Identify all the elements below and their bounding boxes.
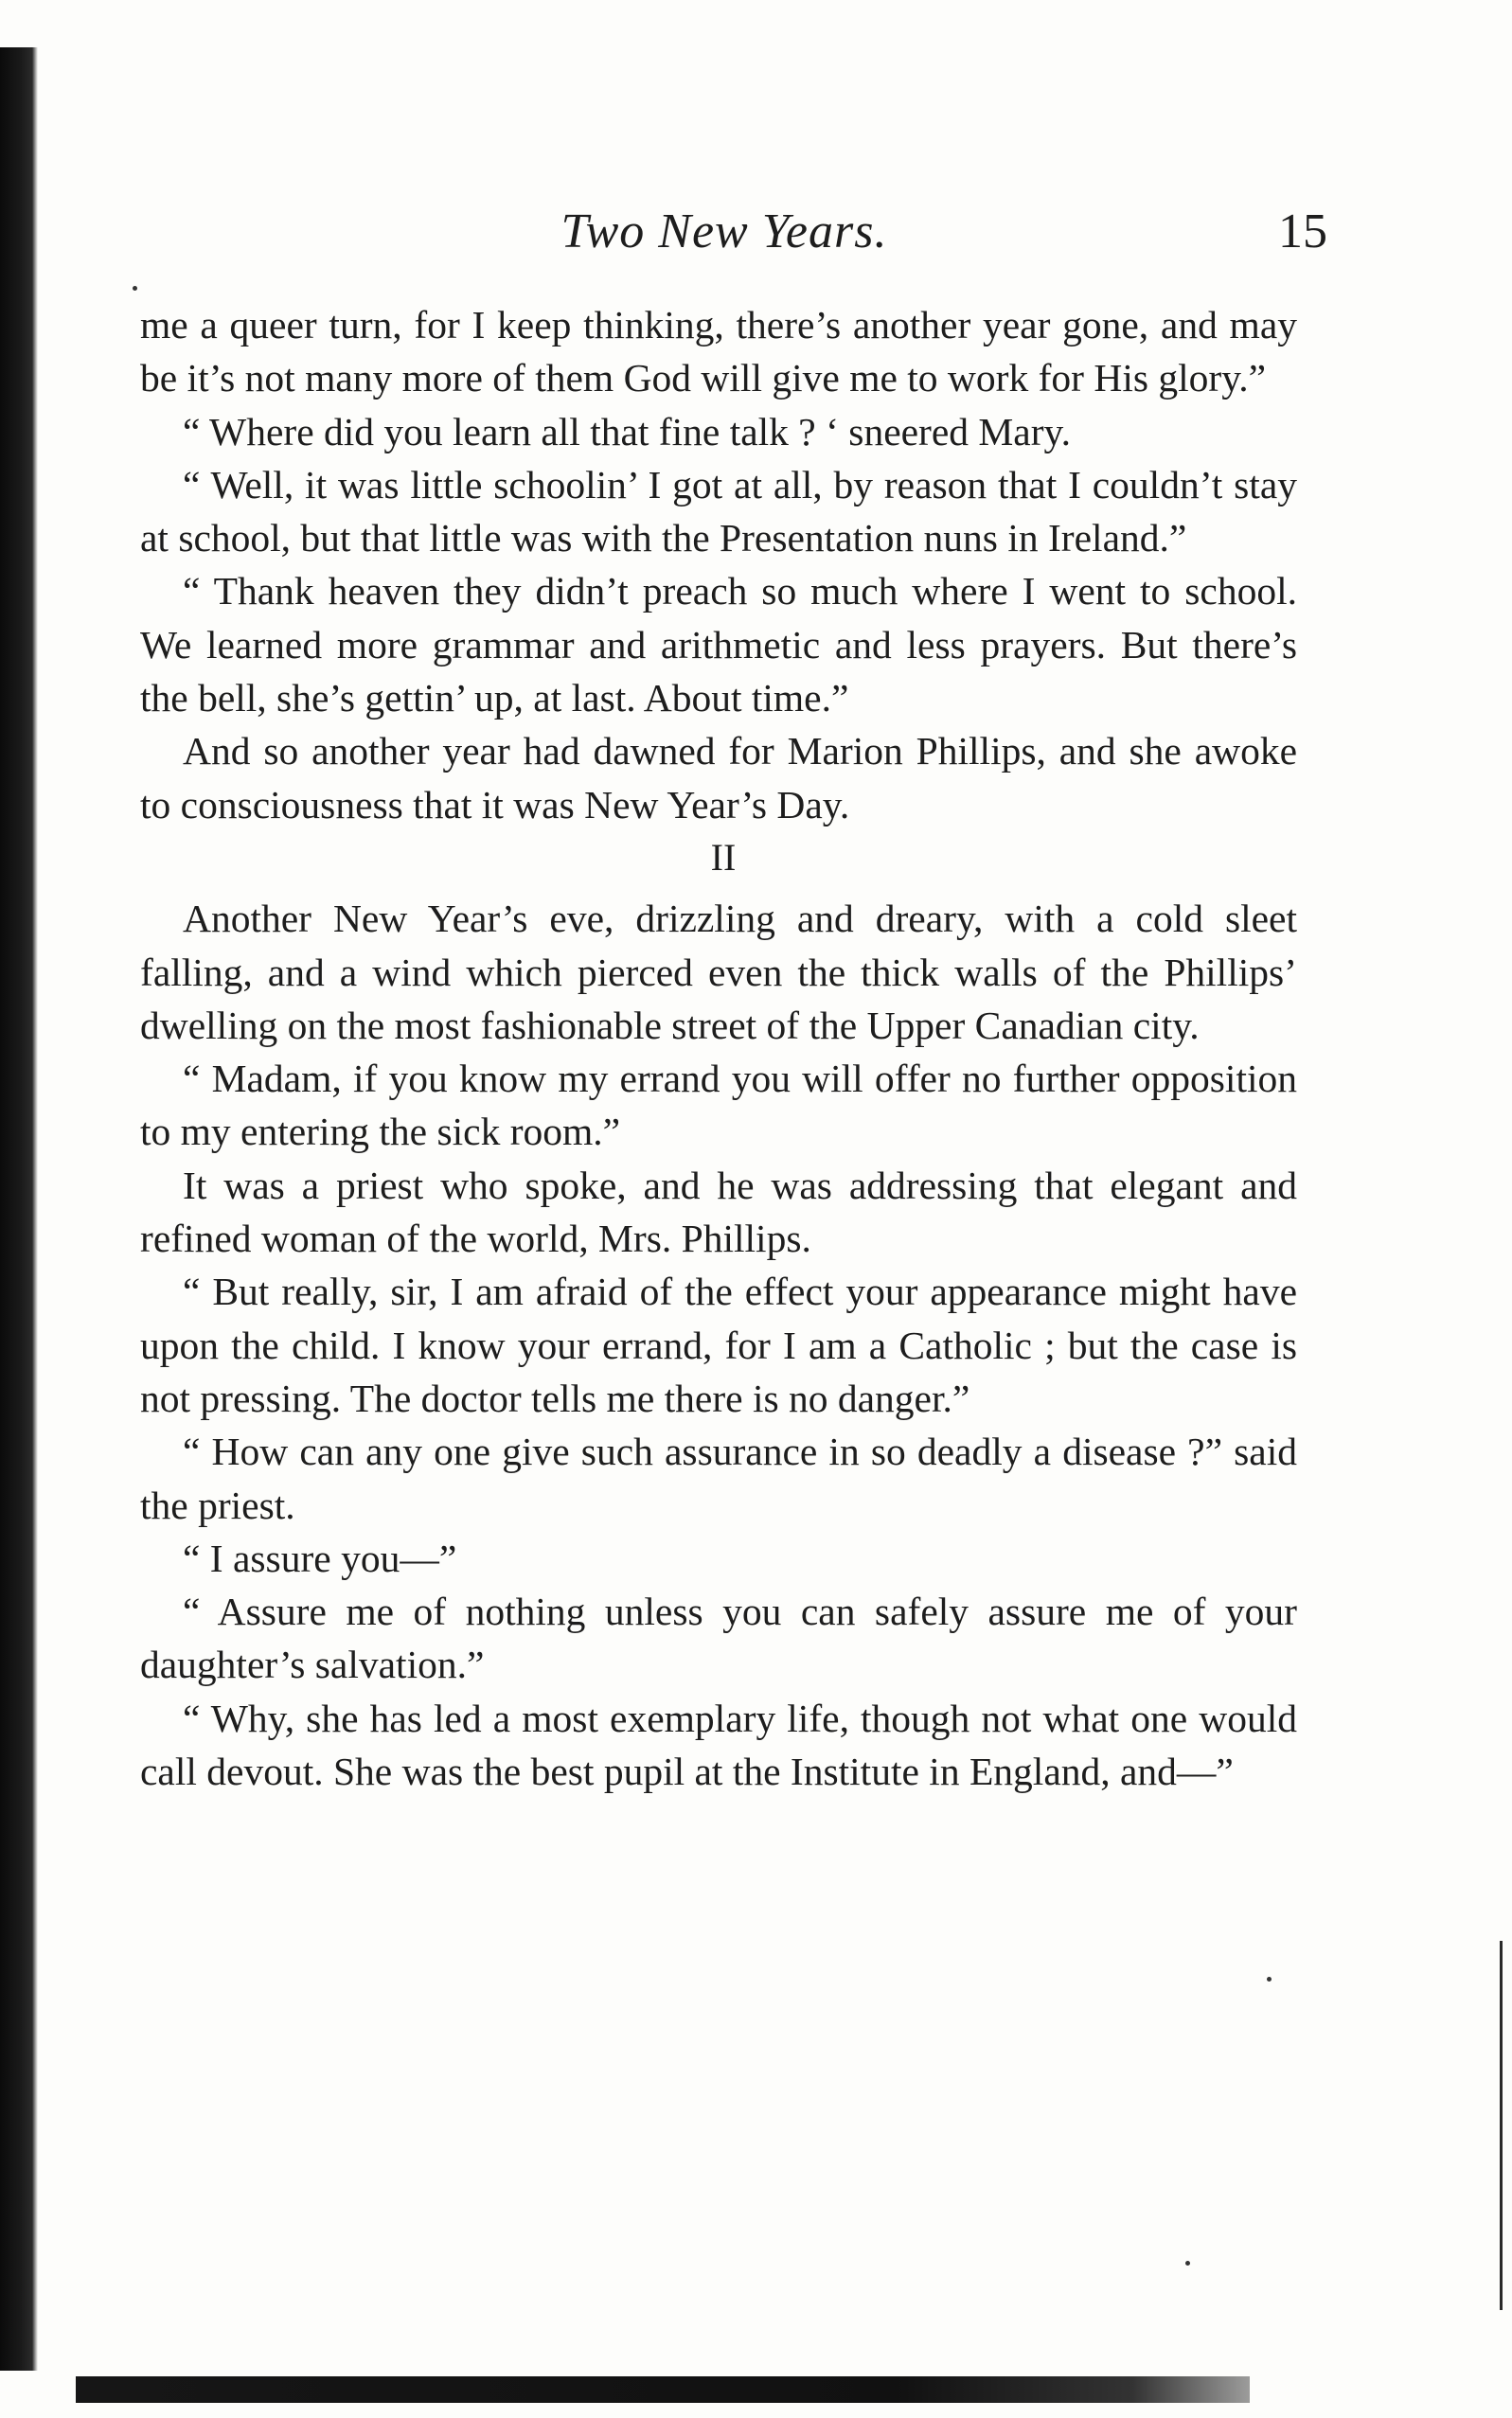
- paragraph: “ Assure me of nothing unless you can safely assure me of your daughter’s salvation.”: [140, 1590, 1297, 1687]
- bottom-edge-rule: [76, 2376, 1250, 2403]
- section-heading: II: [710, 835, 737, 879]
- running-title: Two New Years.: [560, 204, 888, 258]
- scan-edge-mark: [1500, 1941, 1503, 2310]
- paragraph: “ I assure you—”: [183, 1536, 457, 1580]
- running-head: [133, 204, 1327, 270]
- body-text: [140, 298, 1297, 1798]
- paragraph: “ Well, it was little schoolin’ I got at all, by reason that I couldn’t stay at school, but that little was with the Presentation nuns in Ireland.”: [140, 462, 1297, 560]
- scan-speck: [1267, 1977, 1272, 1982]
- paragraph: And so another year had dawned for Marion Phillips, and she awoke to consciousness that it was New Year’s Day.: [140, 729, 1297, 827]
- page-number: 15: [1278, 204, 1327, 258]
- paragraph: “ Why, she has led a most exemplary life, though not what one would call devout. She was the best pupil at the Institute in England, and—”: [140, 1696, 1297, 1794]
- paragraph: It was a priest who spoke, and he was addressing that elegant and refined woman of the world, Mrs. Phillips.: [140, 1163, 1297, 1261]
- paragraph: “ But really, sir, I am afraid of the effect your appearance might have upon the child. I know your errand, for I am a Catholic ; but the case is not pressing. The doctor tells me there is no danger.”: [140, 1270, 1297, 1420]
- paragraph: “ Where did you learn all that fine talk ? ‘ sneered Mary.: [183, 409, 1071, 453]
- paragraph: “ Madam, if you know my errand you will offer no further opposition to my entering the sick room.”: [140, 1057, 1297, 1154]
- paragraph: Another New Year’s eve, drizzling and dreary, with a cold sleet falling, and a wind which pierced even the thick walls of the Phillips’ dwelling on the most fashionable street of the Upper Canadian city.: [140, 897, 1297, 1047]
- paragraph: me a queer turn, for I keep thinking, there’s another year gone, and may be it’s not many more of them God will give me to work for His glory.”: [140, 303, 1297, 400]
- binding-shadow: [0, 47, 38, 2371]
- paragraph: “ How can any one give such assurance in so deadly a disease ?” said the priest.: [140, 1430, 1297, 1527]
- scan-speck: [1185, 2261, 1190, 2266]
- paragraph: “ Thank heaven they didn’t preach so much where I went to school. We learned more grammar and arithmetic and less prayers. But there’s the bell, she’s gettin’ up, at last. About time.”: [140, 569, 1297, 720]
- scan-speck: [133, 286, 137, 291]
